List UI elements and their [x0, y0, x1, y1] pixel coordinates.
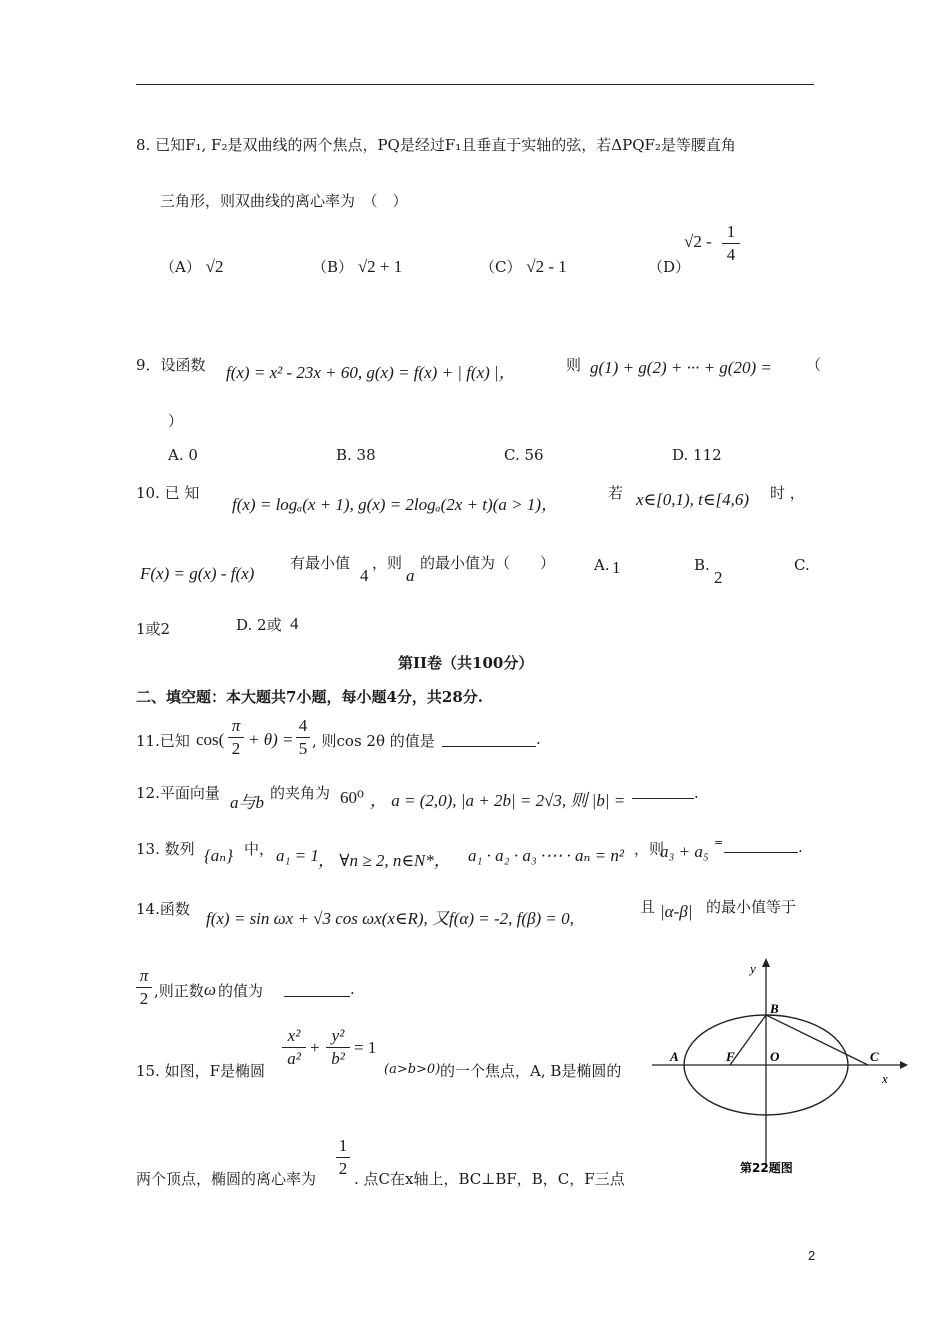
question-15-line2a: 两个顶点，椭圆的离心率为 — [136, 1170, 317, 1188]
question-9-option-c: C. 56 — [504, 446, 544, 464]
section-heading: 二、填空题：本大题共7小题，每小题4分，共28分. — [136, 688, 483, 706]
question-8-option-a: （A） √2 — [160, 257, 224, 276]
question-13-a1: a₁ = 1 — [276, 846, 319, 865]
fraction-numerator: π — [231, 716, 241, 735]
question-10-a: a — [406, 566, 415, 585]
fraction-numerator: π — [139, 966, 149, 985]
page-number: 2 — [808, 1248, 816, 1263]
question-10-ask: 的最小值为（ ） — [420, 554, 556, 572]
question-9-option-a: A. 0 — [168, 446, 198, 464]
question-11-answer-blank[interactable] — [442, 746, 536, 747]
question-9-option-d: D. 112 — [672, 446, 722, 464]
figure-caption: 第22题图 — [740, 1161, 793, 1175]
question-8-option-c: （C） √2 - 1 — [480, 257, 567, 276]
ellipse-figure — [650, 955, 910, 1180]
question-14-end: . — [350, 980, 355, 998]
question-13-lead: 13. 数列 — [136, 840, 195, 858]
point-f-label: F — [726, 1049, 735, 1064]
question-10-lead: 10. 已 知 — [136, 484, 200, 502]
question-13-forall: ， ∀n ≥ 2, n∈N*， — [318, 851, 451, 870]
question-8-option-d-fraction — [722, 222, 740, 265]
question-8-option-d-value: √2 - — [684, 232, 712, 251]
question-10-if: 若 — [608, 484, 624, 502]
question-14-answer-blank[interactable] — [284, 996, 350, 997]
question-10-option-d-value: 4 — [290, 614, 299, 633]
question-11-tail: , 则cos 2θ 的值是 — [312, 732, 435, 750]
question-9-formula: f(x) = x² - 23x + 60, g(x) = f(x) + | f(x) |， — [226, 363, 516, 382]
question-13-sequence: {aₙ} — [204, 846, 233, 865]
question-12-answer-blank[interactable] — [632, 798, 694, 799]
fraction-numerator: y² — [331, 1026, 345, 1045]
question-10-option-a-value: 1 — [612, 558, 621, 577]
question-10-then: ，则 — [372, 554, 403, 572]
fraction-denominator: 2 — [139, 989, 149, 1008]
question-15-plus: + — [310, 1038, 320, 1057]
question-15-one-half — [336, 1136, 350, 1179]
question-10-option-c-continued: 1或2 — [136, 620, 171, 638]
question-11-cos: cos( — [196, 730, 225, 749]
question-13-then: ，则 — [634, 840, 665, 858]
question-13-product: a₁ · a₂ · a₃ ·⋯ · aₙ = n² — [468, 846, 624, 865]
question-8-option-b: （B） √2 + 1 — [312, 257, 403, 276]
question-10-formula: f(x) = logₐ(x + 1), g(x) = 2logₐ(2x + t)(a > 1)， — [232, 495, 558, 514]
point-o-label: O — [770, 1049, 780, 1064]
fraction-numerator: 1 — [726, 222, 736, 241]
question-15-y-over-b — [326, 1026, 350, 1069]
question-14-ask: 的值为 — [218, 982, 264, 1000]
question-14-and: 且 — [640, 898, 656, 916]
question-9-expression: g(1) + g(2) + ··· + g(20) = — [590, 358, 772, 377]
question-12-vectors: a与b — [230, 793, 264, 812]
question-10-option-d: D. 2或 — [236, 616, 282, 634]
fraction-numerator: 1 — [338, 1136, 348, 1155]
question-10-condition: x∈[0,1), t∈[4,6) — [636, 490, 749, 509]
question-15-equals-one: = 1 — [354, 1038, 377, 1057]
question-10-option-b-value: 2 — [714, 568, 723, 587]
fraction-denominator: 2 — [338, 1159, 348, 1178]
fraction-denominator: 2 — [231, 739, 241, 758]
question-13-equals: = — [714, 836, 724, 849]
question-13-zh: 中， — [244, 840, 275, 858]
question-9-paren-close: ） — [168, 412, 184, 430]
point-a-label: A — [670, 1049, 679, 1064]
question-9-lead: 9．设函数 — [136, 356, 206, 374]
question-9-then: 则 — [566, 356, 582, 374]
y-axis-label: y — [750, 961, 756, 976]
question-13-answer-blank[interactable] — [724, 852, 798, 853]
point-b-label: B — [770, 1001, 779, 1016]
question-12-angle: 的夹角为 — [270, 784, 331, 802]
question-15-lead: 15. 如图，F是椭圆 — [136, 1062, 266, 1080]
question-11-four-fifths — [296, 716, 310, 759]
question-13-ask: a₃ + a₅ — [660, 842, 709, 861]
fraction-denominator: a² — [287, 1049, 301, 1068]
fraction-numerator: 4 — [298, 716, 308, 735]
question-13-end: . — [798, 838, 803, 856]
x-axis-arrow — [900, 1061, 908, 1069]
question-12-degree: 60⁰ — [340, 788, 364, 807]
question-10-option-c: C. — [794, 556, 810, 574]
fraction-denominator: 5 — [298, 739, 308, 758]
question-14-min: 的最小值等于 — [706, 898, 797, 916]
y-axis-arrow — [762, 958, 770, 967]
question-11-end: . — [536, 730, 541, 748]
question-10-option-a: A. — [594, 556, 610, 574]
question-11-lead: 11.已知 — [136, 732, 190, 750]
fraction-denominator: 4 — [726, 245, 736, 264]
question-10-F: F(x) = g(x) - f(x) — [140, 564, 255, 583]
question-9-option-b: B. 38 — [336, 446, 376, 464]
section-title: 第II卷（共100分） — [398, 654, 534, 672]
x-axis-label: x — [882, 1071, 888, 1086]
question-12-lead: 12.平面向量 — [136, 784, 220, 802]
segment-bc — [766, 1015, 868, 1065]
question-12-end: . — [694, 784, 699, 802]
question-10-option-b: B. — [694, 556, 710, 574]
question-15-rest: 的一个焦点，A, B是椭圆的 — [440, 1062, 622, 1080]
question-11-pi-over-2 — [228, 716, 244, 759]
question-15-line2b: . 点C在x轴上，BC⊥BF，B，C，F三点 — [354, 1170, 625, 1188]
question-12-condition: ， a = (2,0), |a + 2b| = 2√3, 则 |b| = — [370, 791, 626, 810]
question-9-paren-open: （ — [806, 356, 822, 374]
fraction-numerator: x² — [287, 1026, 301, 1045]
segment-bf — [730, 1015, 766, 1065]
question-14-omega: ω — [204, 980, 217, 999]
question-15-condition: (a>b>0) — [384, 1062, 441, 1077]
question-8-line1: 8. 已知F₁, F₂是双曲线的两个焦点，PQ是经过F₁且垂直于实轴的弦，若ΔPQF₂是等腰直角 — [136, 136, 736, 154]
question-10-time: 时 ， — [770, 484, 805, 502]
question-14-tail: ,则正数 — [154, 982, 204, 1000]
question-14-pi-over-2 — [136, 966, 152, 1009]
fraction-denominator: b² — [331, 1049, 345, 1068]
question-14-lead: 14.函数 — [136, 900, 190, 918]
question-15-x-over-a — [282, 1026, 306, 1069]
question-8-line2: 三角形，则双曲线的离心率为 （ ） — [160, 192, 408, 210]
question-10-min-text: 有最小值 — [290, 554, 351, 572]
question-14-formula: f(x) = sin ωx + √3 cos ωx(x∈R), 又f(α) = -2, f(β) = 0, — [206, 909, 574, 928]
question-8-option-d-label: （D） — [648, 258, 691, 276]
point-c-label: C — [870, 1049, 879, 1064]
header-rule — [136, 84, 814, 85]
question-14-abs: |α-β| — [660, 902, 693, 921]
question-10-min-value: 4 — [360, 566, 369, 585]
question-11-plus-theta: + θ) = — [248, 730, 294, 749]
